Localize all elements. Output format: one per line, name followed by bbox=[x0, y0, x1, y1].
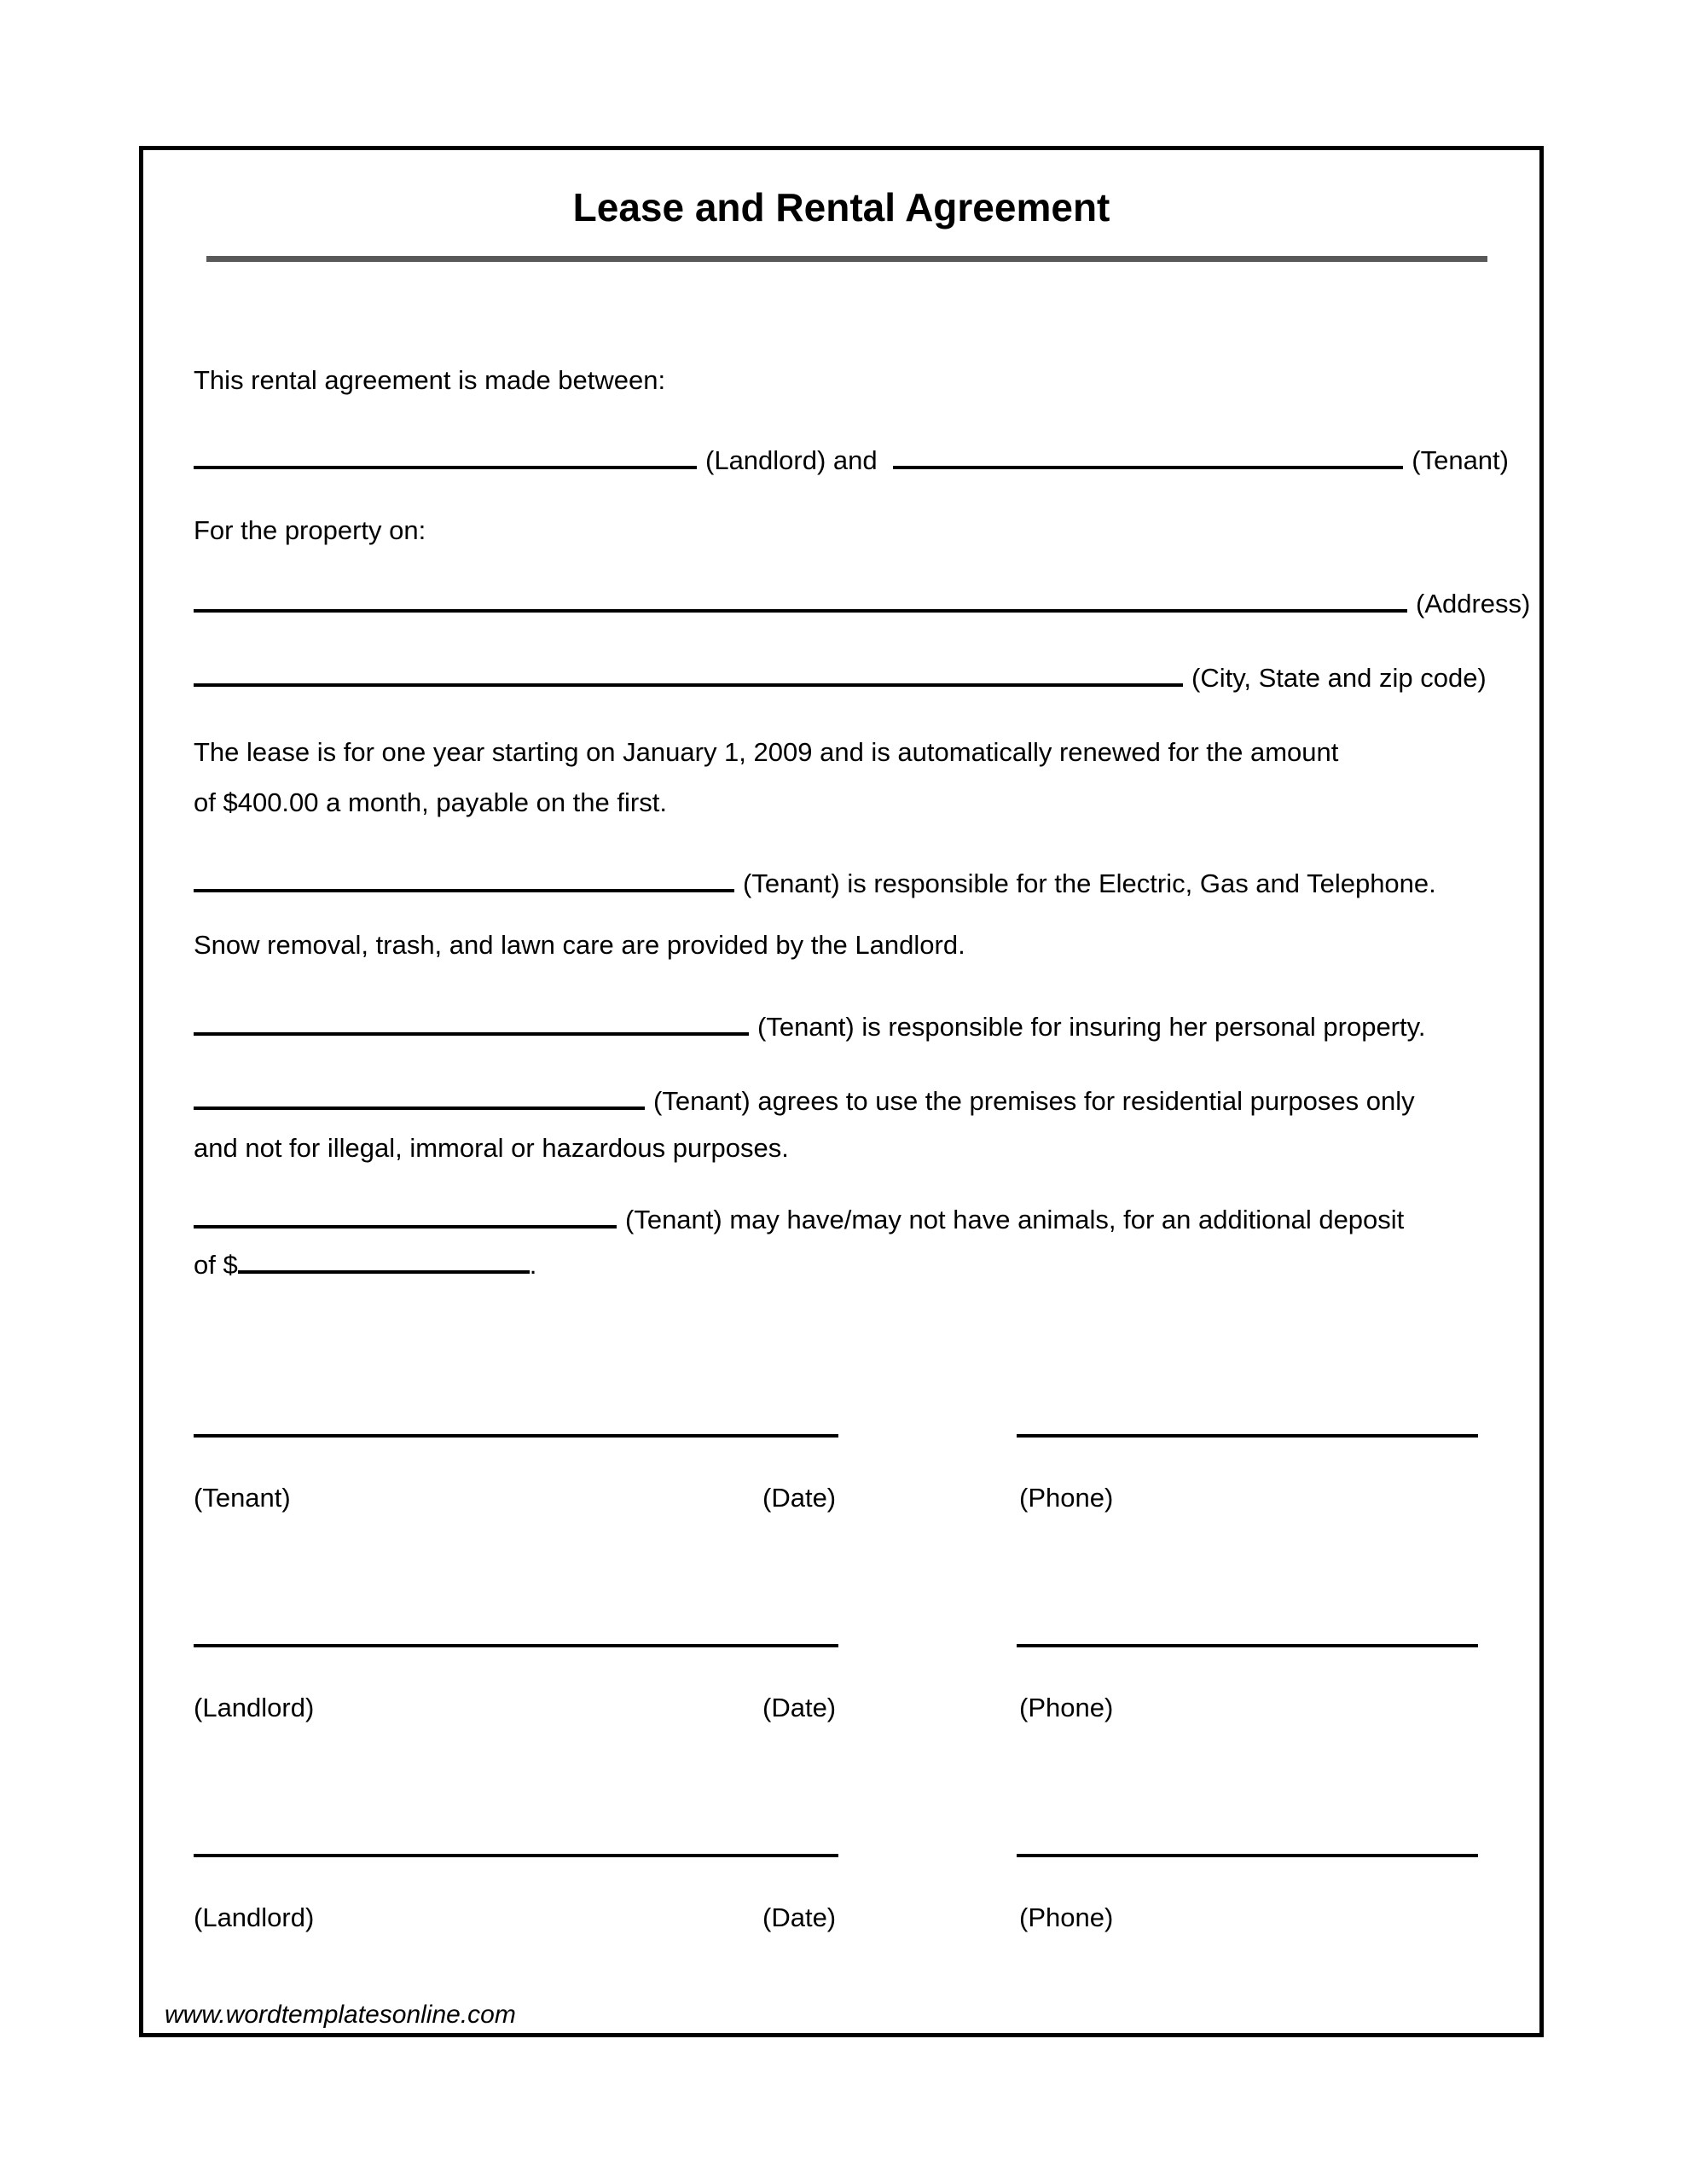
city-state-zip-field[interactable] bbox=[194, 658, 1183, 687]
signature-party-label: (Landlord) bbox=[194, 1902, 315, 1932]
tenant-insurance-field[interactable] bbox=[194, 1007, 749, 1036]
landlord2-phone-line[interactable] bbox=[1017, 1854, 1478, 1857]
lease-terms-line2: of $400.00 a month, payable on the first. bbox=[194, 787, 667, 817]
lease-terms-line1: The lease is for one year starting on January 1, 2009 and is automatically renewed for the amount bbox=[194, 737, 1339, 767]
address-label: (Address) bbox=[1416, 589, 1531, 619]
landlord-name-field[interactable] bbox=[194, 440, 697, 469]
landlord-label: (Landlord) and bbox=[705, 445, 878, 475]
insurance-text: (Tenant) is responsible for insuring her personal property. bbox=[757, 1012, 1426, 1042]
signature-party-label: (Tenant) bbox=[194, 1483, 291, 1513]
deposit-amount-field[interactable] bbox=[238, 1245, 530, 1274]
animals-text-line1: (Tenant) may have/may not have animals, for an additional deposit bbox=[625, 1205, 1405, 1234]
city-state-zip-label: (City, State and zip code) bbox=[1191, 663, 1487, 693]
signature-phone-label: (Phone) bbox=[1019, 1902, 1114, 1932]
deposit-suffix: . bbox=[529, 1250, 537, 1280]
premises-row bbox=[194, 1081, 1415, 1118]
landlord2-signature-line[interactable] bbox=[194, 1854, 838, 1857]
insurance-row bbox=[194, 1007, 1425, 1044]
tenant-name-field[interactable] bbox=[893, 440, 1403, 469]
property-on-text: For the property on: bbox=[194, 515, 426, 545]
animals-row bbox=[194, 1199, 1404, 1237]
tenant-animals-field[interactable] bbox=[194, 1199, 617, 1228]
tenant-premises-field[interactable] bbox=[194, 1081, 645, 1110]
address-field[interactable] bbox=[194, 584, 1407, 613]
city-row bbox=[194, 658, 1487, 695]
utilities-row bbox=[194, 863, 1436, 901]
signature-date-label: (Date) bbox=[762, 1902, 837, 1932]
landlord-services-text: Snow removal, trash, and lawn care are provided by the Landlord. bbox=[194, 930, 965, 960]
signature-party-label: (Landlord) bbox=[194, 1693, 315, 1722]
tenant-phone-line[interactable] bbox=[1017, 1434, 1478, 1438]
lease-terms-text bbox=[194, 727, 1338, 828]
premises-text-line2: and not for illegal, immoral or hazardous purposes. bbox=[194, 1133, 789, 1163]
signature-date-label: (Date) bbox=[762, 1693, 837, 1722]
page-title: Lease and Rental Agreement bbox=[572, 185, 1110, 229]
footer-url: www.wordtemplatesonline.com bbox=[165, 2001, 516, 2029]
tenant-utilities-field[interactable] bbox=[194, 863, 734, 892]
signature-phone-label: (Phone) bbox=[1019, 1483, 1114, 1513]
signature-phone-label: (Phone) bbox=[1019, 1693, 1114, 1722]
landlord-signature-line[interactable] bbox=[194, 1644, 838, 1647]
tenant-label: (Tenant) bbox=[1412, 445, 1509, 475]
title-rule bbox=[206, 256, 1487, 262]
premises-text-line1: (Tenant) agrees to use the premises for residential purposes only bbox=[653, 1086, 1415, 1116]
utilities-text: (Tenant) is responsible for the Electric, Gas and Telephone. bbox=[743, 868, 1436, 898]
document-page bbox=[139, 146, 1544, 2037]
intro-text: This rental agreement is made between: bbox=[194, 365, 666, 395]
deposit-row bbox=[194, 1245, 536, 1282]
address-row bbox=[194, 584, 1530, 621]
landlord-phone-line[interactable] bbox=[1017, 1644, 1478, 1647]
parties-row bbox=[194, 440, 1509, 478]
deposit-prefix: of $ bbox=[194, 1250, 238, 1280]
signature-date-label: (Date) bbox=[762, 1483, 837, 1513]
tenant-signature-line[interactable] bbox=[194, 1434, 838, 1438]
